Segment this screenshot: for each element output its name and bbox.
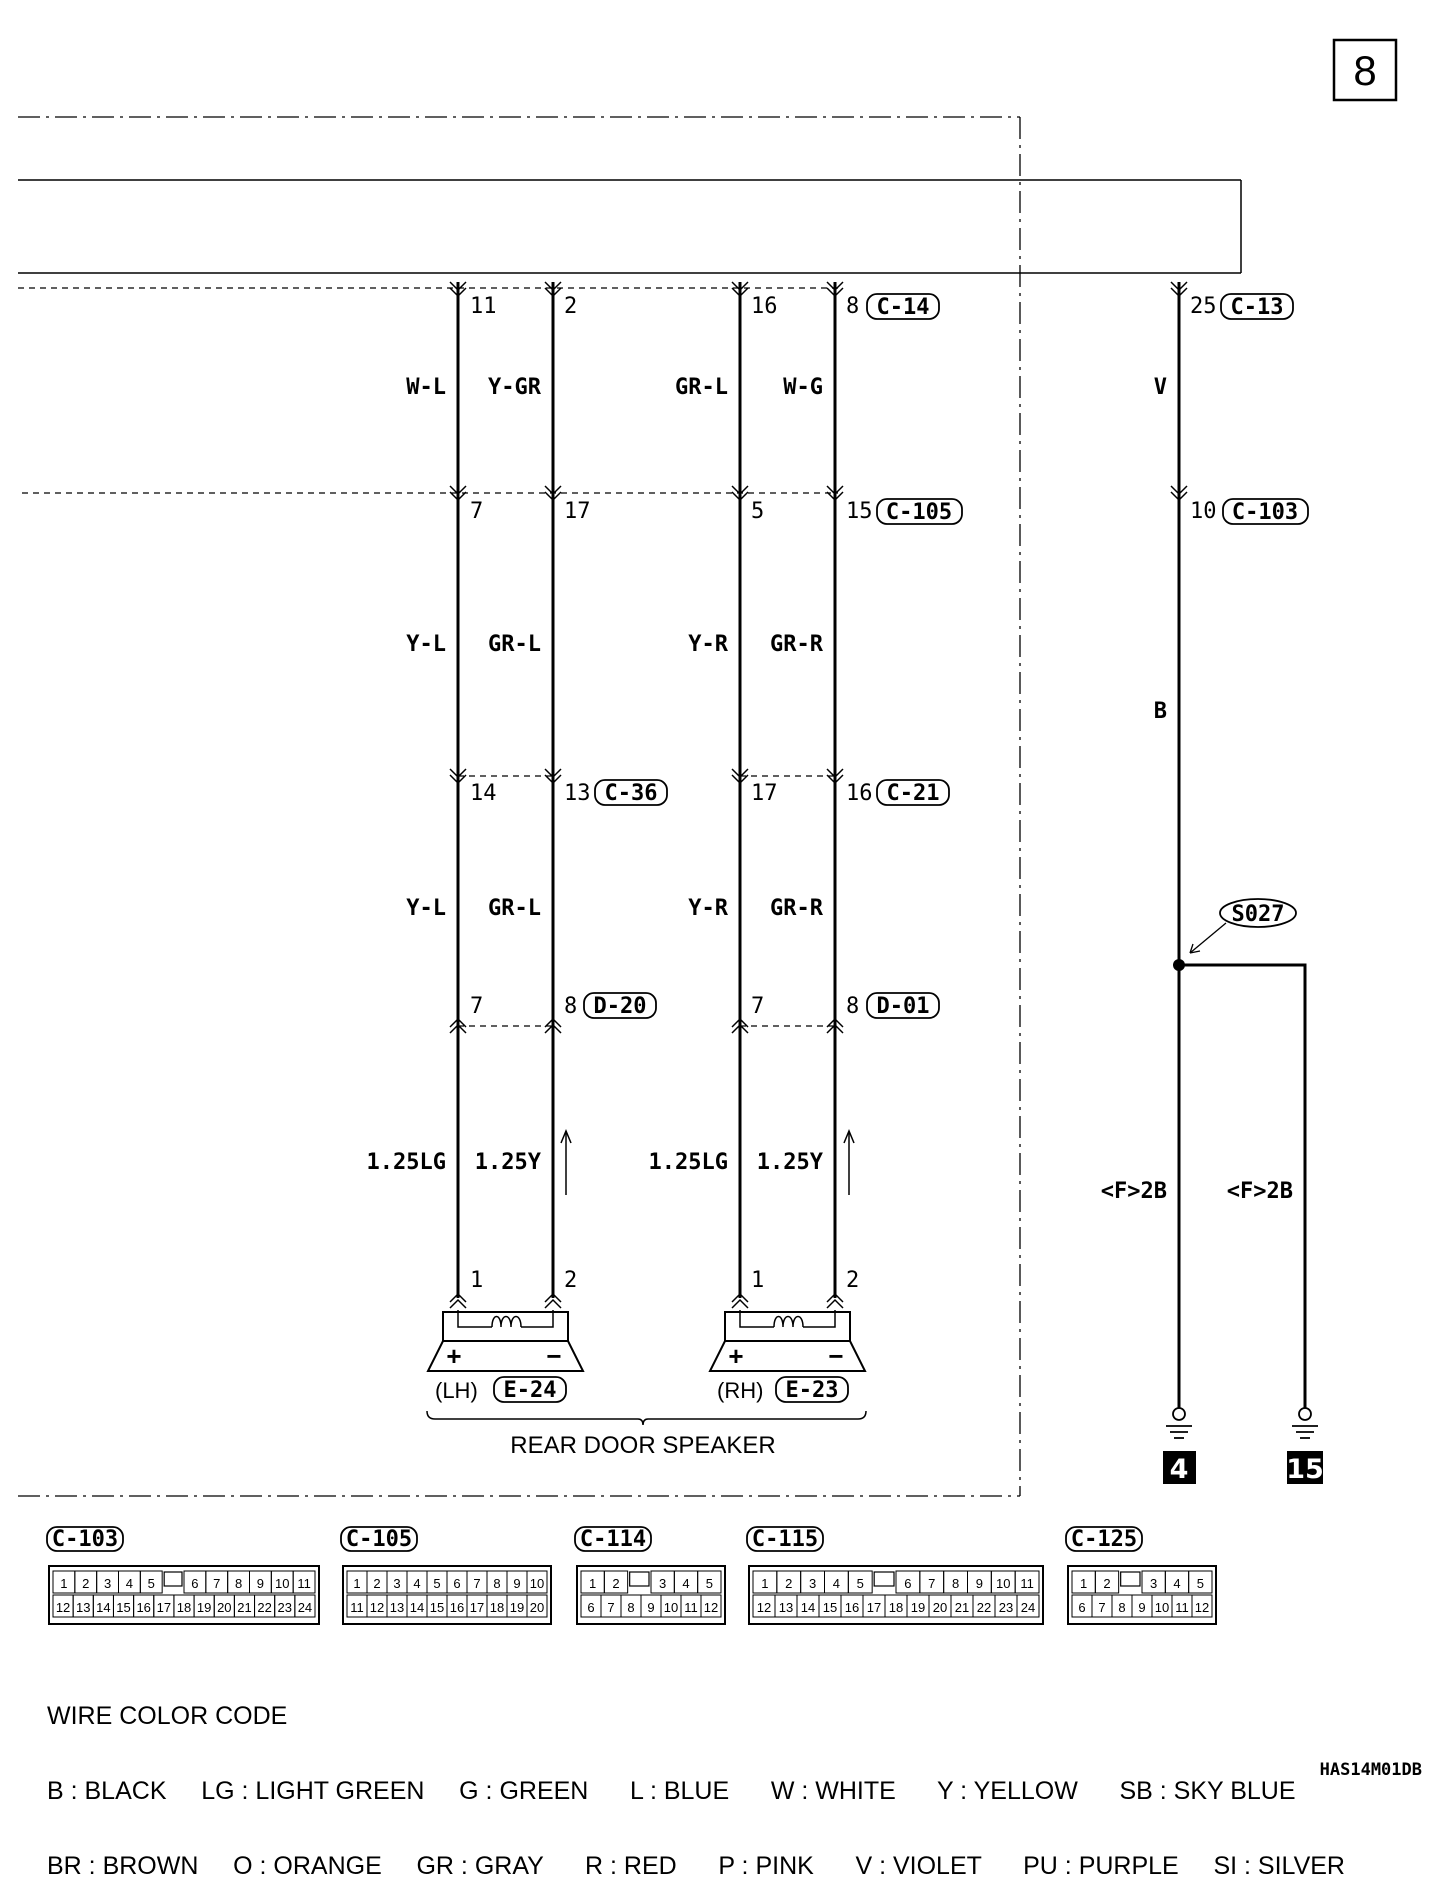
connector-pin-number: 4 (832, 1576, 841, 1591)
connector-key (164, 1572, 182, 1586)
connector-pin-number: 16 (449, 1600, 465, 1615)
connector-pin-number: 1 (761, 1576, 769, 1591)
connector-pin-number: 18 (888, 1600, 904, 1615)
connector-view (575, 1527, 725, 1624)
connector-pin-number: 7 (213, 1576, 221, 1591)
connector-pin-number: 6 (587, 1600, 595, 1615)
pin-number: 16 (846, 781, 873, 806)
connector-view-label: C-105 (345, 1527, 413, 1552)
wire-color-label: GR-R (770, 896, 823, 921)
connector-pin-number: 12 (55, 1600, 71, 1615)
pin-number: 5 (751, 499, 765, 524)
connector-pin-number: 5 (705, 1576, 713, 1591)
pin-number: 2 (564, 294, 578, 319)
connector-pin-number: 20 (217, 1600, 232, 1615)
connector-pin-number: 5 (1196, 1576, 1204, 1591)
page-number-box (1334, 40, 1396, 100)
pin-number: 8 (564, 994, 578, 1019)
connector-pin-number: 6 (191, 1576, 199, 1591)
connector-pin-number: 19 (196, 1600, 212, 1615)
connector-label: C-21 (886, 781, 940, 806)
audio-unit-outline (18, 180, 1241, 273)
speaker-side-label: (RH) (717, 1378, 764, 1403)
legend-line: B : BLACK LG : LIGHT GREEN G : GREEN L : BLUE W : WHITE Y : YELLOW SB : SKY BLUE (47, 1777, 1296, 1805)
connector-label: D-20 (593, 994, 647, 1019)
wire-color-label: Y-L (406, 632, 446, 657)
connector-pin-number: 8 (627, 1600, 635, 1615)
connector-pin-number: 11 (297, 1576, 311, 1591)
connector-pin-number: 14 (800, 1600, 816, 1615)
connector-key (874, 1572, 894, 1586)
connector-pin-number: 7 (928, 1576, 936, 1591)
pin-number: 7 (751, 994, 765, 1019)
connector-label: C-105 (885, 500, 953, 525)
legend-title: WIRE COLOR CODE (47, 1702, 288, 1730)
connector-pin-number: 17 (469, 1600, 485, 1615)
connector-pin-number: 16 (136, 1600, 151, 1615)
pin-number: 7 (470, 499, 484, 524)
connector-pin-number: 8 (1118, 1600, 1126, 1615)
connector-pin-number: 13 (389, 1600, 405, 1615)
wire-color-label: Y-R (688, 896, 728, 921)
connector-label: D-01 (876, 994, 930, 1019)
ground-symbol (1166, 1408, 1192, 1438)
wire-color-label: V (1153, 375, 1167, 400)
pin-number: 10 (1190, 499, 1217, 524)
connector-pin-number: 16 (844, 1600, 860, 1615)
wire-color-label: GR-R (770, 632, 823, 657)
connector-pin-number: 11 (1020, 1576, 1034, 1591)
ground-wire-label: <F>2B (1100, 1179, 1167, 1204)
connector-label: C-14 (876, 295, 930, 320)
splice-label: S027 (1231, 902, 1285, 927)
connector-view-label: C-114 (579, 1527, 647, 1552)
connector-pin-number: 18 (176, 1600, 192, 1615)
wire-color-label: GR-L (488, 632, 541, 657)
connector-pin-number: 5 (433, 1576, 441, 1591)
connector-pin-number: 2 (1103, 1576, 1111, 1591)
pin-number: 15 (846, 499, 873, 524)
connector-pin-number: 10 (996, 1576, 1011, 1591)
connector-pin-number: 12 (1194, 1600, 1210, 1615)
wire-color-label: W-L (406, 375, 446, 400)
speaker-minus-terminal: − (828, 1341, 844, 1371)
connector-pin-number: 23 (277, 1600, 293, 1615)
pin-number: 1 (751, 1268, 765, 1293)
splice-pointer-arrow (1190, 923, 1226, 953)
connector-pin-number: 24 (1020, 1600, 1036, 1615)
connector-pin-number: 1 (1080, 1576, 1088, 1591)
connector-pin-number: 9 (513, 1576, 521, 1591)
connector-pin-number: 10 (529, 1576, 545, 1591)
connector-pin-number: 21 (954, 1600, 970, 1615)
ground-wire-label: <F>2B (1226, 1179, 1293, 1204)
connector-pin-number: 2 (785, 1576, 793, 1591)
connector-view-label: C-125 (1070, 1527, 1138, 1552)
connector-pin-number: 12 (756, 1600, 772, 1615)
connector-pin-number: 13 (75, 1600, 91, 1615)
connector-label: C-13 (1230, 295, 1284, 320)
wire-color-label: Y-GR (488, 375, 541, 400)
connector-view (47, 1527, 319, 1624)
splice-point (1173, 959, 1185, 971)
pin-number: 17 (751, 781, 778, 806)
connector-pin-number: 8 (951, 1576, 960, 1591)
pin-number: 1 (470, 1268, 484, 1293)
connector-pin-number: 11 (1175, 1600, 1189, 1615)
connector-pin-number: 4 (1173, 1576, 1181, 1591)
connector-pin-number: 4 (413, 1576, 421, 1591)
pin-number: 2 (846, 1268, 860, 1293)
wire-color-label: Y-L (406, 896, 446, 921)
connector-pin-number: 19 (910, 1600, 926, 1615)
connector-pin-number: 11 (350, 1600, 364, 1615)
pin-number: 2 (564, 1268, 578, 1293)
connector-key (630, 1572, 649, 1586)
connector-pin-number: 15 (116, 1600, 131, 1615)
connector-pin-number: 18 (489, 1600, 505, 1615)
connector-pin-number: 8 (234, 1576, 243, 1591)
connector-pin-number: 12 (369, 1600, 385, 1615)
ground-number: 15 (1286, 1454, 1324, 1485)
pin-number: 8 (846, 294, 860, 319)
speaker-minus-terminal: − (546, 1341, 562, 1371)
ground-symbol (1292, 1408, 1318, 1438)
connector-label: C-36 (604, 781, 658, 806)
connector-view (747, 1527, 1043, 1624)
connector-pin-number: 1 (353, 1576, 361, 1591)
wire-color-label: GR-L (488, 896, 541, 921)
connector-pin-number: 14 (96, 1600, 111, 1615)
connector-views (47, 1527, 1216, 1624)
connector-label: C-103 (1231, 500, 1299, 525)
pin-number: 14 (470, 781, 497, 806)
connector-pin-number: 17 (866, 1600, 882, 1615)
connector-pin-number: 2 (612, 1576, 620, 1591)
connector-label: E-24 (503, 1378, 557, 1403)
pin-number: 16 (751, 294, 778, 319)
connector-pin-number: 24 (297, 1600, 313, 1615)
connector-pin-number: 6 (453, 1576, 461, 1591)
connector-view (1066, 1527, 1216, 1624)
connector-pin-number: 10 (663, 1600, 679, 1615)
connector-pin-number: 8 (493, 1576, 501, 1591)
connector-pin-number: 14 (409, 1600, 425, 1615)
connector-pin-number: 7 (607, 1600, 615, 1615)
pin-number: 17 (564, 499, 591, 524)
speaker-plus-terminal: + (728, 1341, 744, 1371)
pin-number: 7 (470, 994, 484, 1019)
connector-pin-number: 9 (975, 1576, 984, 1591)
connector-pin-number: 23 (998, 1600, 1014, 1615)
connector-pin-number: 2 (373, 1576, 381, 1591)
ground-number: 4 (1169, 1454, 1189, 1485)
wire-color-legend (47, 1654, 1345, 1904)
figure-code: HAS14M01DB (1319, 1760, 1422, 1780)
connector-pin-number: 22 (257, 1600, 272, 1615)
connector-pin-number: 17 (156, 1600, 172, 1615)
connector-pin-number: 3 (393, 1576, 401, 1591)
connector-pin-number: 13 (778, 1600, 794, 1615)
page-number: 8 (1353, 47, 1377, 94)
connector-pin-number: 3 (103, 1576, 112, 1591)
connector-pin-number: 3 (659, 1576, 667, 1591)
connector-view-label: C-103 (51, 1527, 119, 1552)
wire-color-label: 1.25Y (474, 1150, 541, 1175)
connector-pin-number: 22 (976, 1600, 992, 1615)
pin-number: 13 (564, 781, 591, 806)
connector-pin-number: 4 (682, 1576, 690, 1591)
pin-number: 11 (470, 294, 497, 319)
connector-pin-number: 20 (932, 1600, 948, 1615)
connector-pin-number: 1 (589, 1576, 597, 1591)
connector-pin-number: 6 (904, 1576, 912, 1591)
wire-color-label: 1.25LG (648, 1150, 728, 1175)
connector-pin-number: 12 (703, 1600, 719, 1615)
connector-pin-number: 10 (1154, 1600, 1170, 1615)
connector-view-label: C-115 (751, 1527, 819, 1552)
connector-pin-number: 6 (1078, 1600, 1086, 1615)
connector-pin-number: 9 (256, 1576, 265, 1591)
legend-line: BR : BROWN O : ORANGE GR : GRAY R : RED P : PINK V : VIOLET PU : PURPLE SI : SILVER (47, 1852, 1345, 1880)
pin-number: 25 (1190, 294, 1217, 319)
connector-pin-number: 5 (147, 1576, 155, 1591)
connector-label: E-23 (785, 1378, 839, 1403)
wire-color-label: W-G (783, 375, 823, 400)
connector-pin-number: 15 (429, 1600, 445, 1615)
connector-pin-number: 7 (1098, 1600, 1106, 1615)
speaker-group-brace (427, 1411, 866, 1425)
connector-pin-number: 3 (1150, 1576, 1158, 1591)
pin-number: 8 (846, 994, 860, 1019)
connector-pin-number: 3 (808, 1576, 817, 1591)
speaker-plus-terminal: + (446, 1341, 462, 1371)
wires (458, 282, 1305, 1408)
connector-pin-number: 9 (1138, 1600, 1146, 1615)
connector-pin-number: 20 (529, 1600, 545, 1615)
connector-pin-number: 7 (473, 1576, 481, 1591)
connector-pin-number: 21 (237, 1600, 252, 1615)
connector-pin-number: 11 (684, 1600, 698, 1615)
connector-pin-number: 4 (125, 1576, 134, 1591)
wire-color-label: Y-R (688, 632, 728, 657)
connector-pin-number: 2 (82, 1576, 90, 1591)
connector-key (1121, 1572, 1140, 1586)
wire-color-label: 1.25Y (756, 1150, 823, 1175)
speaker-caption: REAR DOOR SPEAKER (510, 1432, 776, 1459)
harness-boundary (18, 117, 1020, 1496)
connector-pin-number: 19 (509, 1600, 525, 1615)
connector-pin-number: 10 (275, 1576, 290, 1591)
wire-color-label: B (1153, 699, 1167, 724)
connector-view (341, 1527, 551, 1624)
connector-pin-number: 15 (822, 1600, 838, 1615)
connector-pin-number: 9 (647, 1600, 655, 1615)
wire-color-label: 1.25LG (366, 1150, 446, 1175)
connector-pin-number: 1 (60, 1576, 68, 1591)
speaker-side-label: (LH) (435, 1378, 478, 1403)
wire-color-label: GR-L (675, 375, 728, 400)
connector-pin-number: 5 (856, 1576, 864, 1591)
